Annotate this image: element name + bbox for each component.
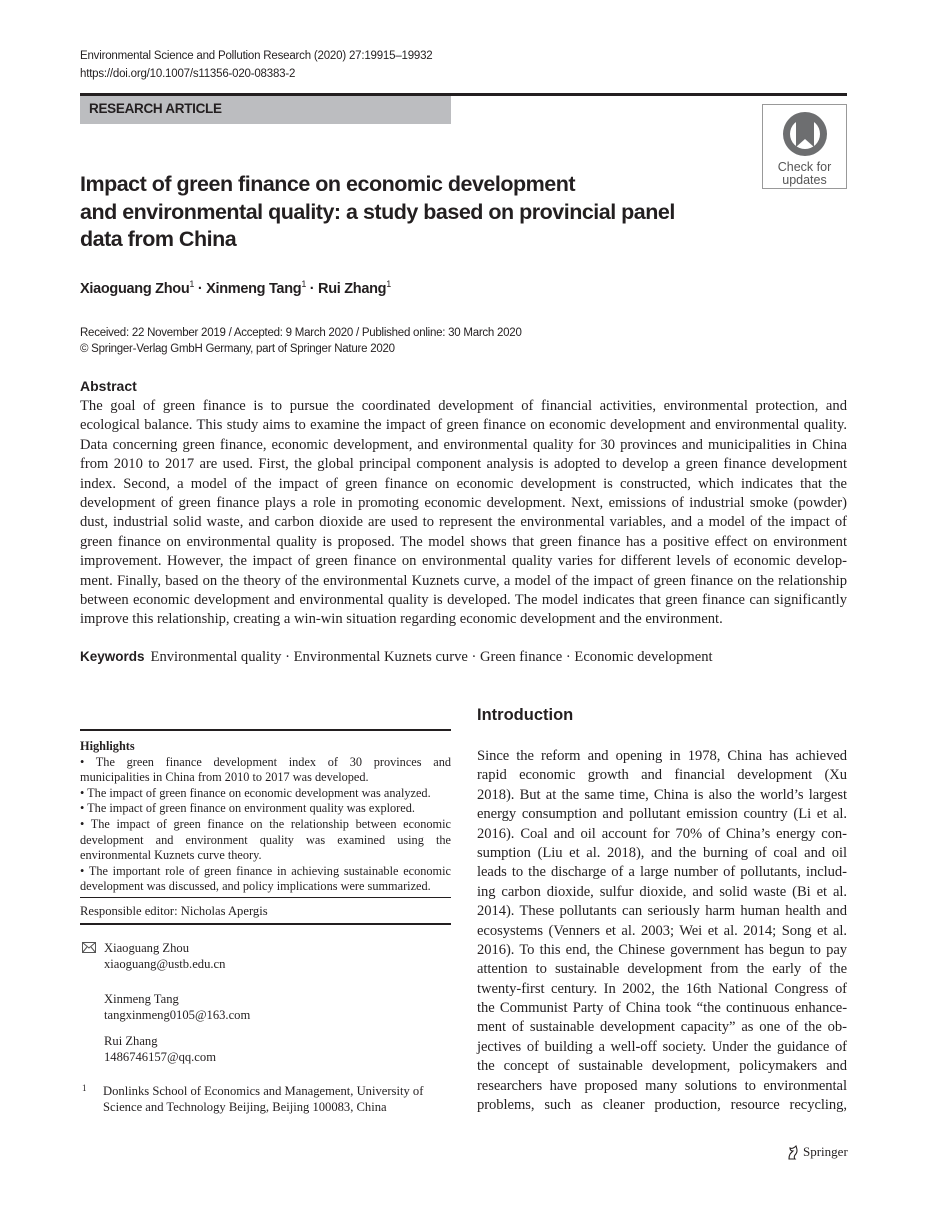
text-line: the concept of sustainable development, policymakers and xyxy=(477,1058,847,1075)
title-line: Impact of green finance on economic development xyxy=(80,172,575,196)
author-list xyxy=(80,279,391,297)
article-type-banner: RESEARCH ARTICLE xyxy=(80,96,451,124)
text-line: green finance on environmental quality is proposed. The model shows that green finance has a positive effect on environment xyxy=(80,533,847,550)
text-line: Since the reform and opening in 1978, China has achieved xyxy=(477,748,847,764)
springer-horse-icon xyxy=(786,1144,800,1160)
text-line: • The impact of green finance on the relationship between economic xyxy=(80,816,451,831)
affiliation-line: Science and Technology Beijing, Beijing 100083, China xyxy=(103,1100,387,1114)
author-separator: · xyxy=(197,280,203,297)
text-line: municipalities in China from 2010 to 2017 was developed. xyxy=(80,770,369,785)
text-line: 2016). To this end, the Chinese government has begun to pay xyxy=(477,941,847,958)
text-line: index. Second, a model of the impact of green finance on economic development is constructed, which indicates that the xyxy=(80,475,847,492)
doi-link[interactable]: https://doi.org/10.1007/s11356-020-08383-2 xyxy=(80,68,296,80)
journal-citation: Environmental Science and Pollution Research (2020) 27:19915–19932 xyxy=(80,50,433,62)
contact-name: Rui Zhang xyxy=(104,1034,158,1048)
keywords-list: Environmental quality · Environmental Kuznets curve · Green finance · Economic development xyxy=(150,649,713,665)
text-line: attention to sustainable development from the early of the xyxy=(477,961,847,978)
text-line: improvement. However, the impact of green finance on environmental quality varies for different levels of economic develop- xyxy=(80,553,847,570)
title-line: and environmental quality: a study based on provincial panel xyxy=(80,199,675,224)
text-line: 2016). Coal and oil account for 70% of China’s energy con- xyxy=(477,825,847,842)
author-name[interactable]: Rui Zhang xyxy=(318,280,387,297)
text-line: between economic development and environmental quality is developed. The model indicates that green finance can significantly xyxy=(80,591,847,608)
check-updates-line2: updates xyxy=(782,173,827,187)
envelope-icon xyxy=(82,942,96,953)
text-line: environmental Kuznets curve theory. xyxy=(80,848,262,863)
contact-name: Xinmeng Tang xyxy=(104,992,179,1006)
text-line: ecological balance. This study aims to examine the impact of green finance on economic development and environmental quality. xyxy=(80,417,847,434)
text-line: the Communist Party of China took “the continuous enhance- xyxy=(477,1000,847,1017)
text-line: development was discussed, and policy implications were summarized. xyxy=(80,879,431,894)
text-line: 2014). These pollutants can seriously harm human health and xyxy=(477,903,847,920)
text-line: rapid economic growth and financial development (Xu xyxy=(477,767,847,784)
publication-dates: Received: 22 November 2019 / Accepted: 9 March 2020 / Published online: 30 March 2020 xyxy=(80,327,522,339)
copyright: © Springer-Verlag GmbH Germany, part of Springer Nature 2020 xyxy=(80,343,395,355)
text-line: ing carbon dioxide, sulfur dioxide, and solid waste (Bi et al. xyxy=(477,883,847,900)
text-line: • The green finance development index of 30 provinces and xyxy=(80,754,451,769)
keywords xyxy=(80,649,713,666)
text-line: from 2010 to 2017 are used. First, the global principal component analysis is adopted to develop a green finance development xyxy=(80,456,847,473)
affiliation xyxy=(80,1083,451,1115)
text-line: ment. Finally, based on the theory of the environmental Kuznets curve, a model of the impact of green finance on the relationship xyxy=(80,572,847,589)
text-line: dust, industrial solid waste, and carbon dioxide are used to represent the environmental variables, and a model of the impact of xyxy=(80,514,847,531)
affiliation-sup: 1 xyxy=(82,1083,87,1093)
abstract-body xyxy=(80,397,847,630)
text-line: improve this relationship, creating a win-win situation regarding economic development and the environment. xyxy=(80,611,723,628)
text-line: • The impact of green finance on environment quality was explored. xyxy=(80,801,415,816)
text-line: twenty-first century. In 2002, the 16th National Congress of xyxy=(477,980,847,997)
contact-name: Xiaoguang Zhou xyxy=(104,941,189,955)
text-line: development and environment quality was examined using the xyxy=(80,832,451,847)
correspondence xyxy=(80,940,451,1065)
responsible-editor: Responsible editor: Nicholas Apergis xyxy=(80,898,451,925)
text-line: ment of sustainable development capacity” as one of the ob- xyxy=(477,1019,847,1036)
text-line: Data concerning green finance, economic development, and environmental quality for 30 provinces and municipalities in China xyxy=(80,436,847,453)
text-line: jectives of building a well-off society. Under the guidance of xyxy=(477,1038,847,1055)
author-affil-sup: 1 xyxy=(386,279,391,289)
author-name[interactable]: Xinmeng Tang xyxy=(206,280,302,297)
affiliation-line: Donlinks School of Economics and Management, University of xyxy=(103,1084,424,1098)
text-line: leads to the discharge of a large number of pollutants, includ- xyxy=(477,864,847,881)
page-title xyxy=(80,171,675,254)
text-line: • The important role of green finance in achieving sustainable economic xyxy=(80,863,451,878)
text-line: researchers have proposed many solutions to environmental xyxy=(477,1077,847,1094)
text-line: ecosystems (Venners et al. 2003; Wei et al. 2014; Song et al. xyxy=(477,922,847,939)
contact-email[interactable]: tangxinmeng0105@163.com xyxy=(104,1008,251,1022)
author-name[interactable]: Xiaoguang Zhou xyxy=(80,280,190,297)
contact-entry xyxy=(104,940,451,972)
text-line: • The impact of green finance on economic development was analyzed. xyxy=(80,785,431,800)
contact-entry xyxy=(104,1033,451,1065)
bookmark-icon xyxy=(781,110,829,158)
contact-entry xyxy=(104,991,451,1023)
contact-email[interactable]: 1486746157@qq.com xyxy=(104,1050,216,1064)
text-line: 2018). But at the same time, China is also the world’s largest xyxy=(477,786,847,803)
contact-email[interactable]: xiaoguang@ustb.edu.cn xyxy=(104,957,226,971)
author-affil-sup: 1 xyxy=(301,279,307,289)
text-line: problems, such as cleaner production, resource recycling, xyxy=(477,1097,847,1114)
highlights-box xyxy=(80,729,451,925)
text-line: The goal of green finance is to pursue the coordinated development of financial activities, environmental protection, and xyxy=(80,398,847,414)
author-separator: · xyxy=(309,280,315,297)
title-line: data from China xyxy=(80,227,237,251)
publisher-logo xyxy=(786,1144,848,1160)
publisher-name: Springer xyxy=(803,1144,848,1159)
text-line: sumption (Liu et al. 2018), and the burning of coal and oil xyxy=(477,844,847,861)
check-updates-line1: Check for xyxy=(777,160,832,174)
introduction-heading: Introduction xyxy=(477,706,574,724)
text-line: energy consumption and pollutant emission country (Li et al. xyxy=(477,806,847,823)
introduction-body xyxy=(477,747,847,1115)
keywords-label: Keywords xyxy=(80,649,145,664)
abstract-heading: Abstract xyxy=(80,378,137,394)
check-for-updates-badge[interactable] xyxy=(762,104,847,189)
highlights-heading: Highlights xyxy=(80,739,135,753)
text-line: development of green finance plays a role in promoting economic development. Next, emissions of industrial smoke (powder) xyxy=(80,494,847,511)
author-affil-sup: 1 xyxy=(189,279,195,289)
